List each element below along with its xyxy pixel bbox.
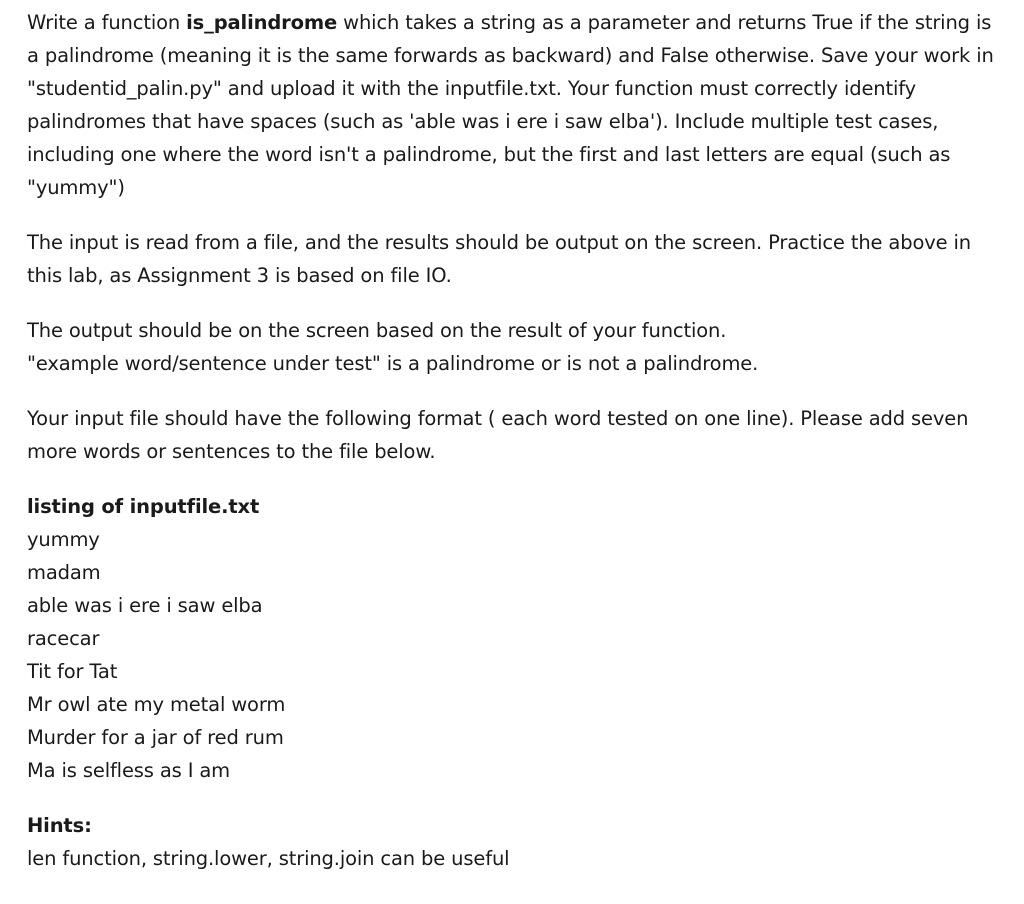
intro-prefix: Write a function [27,11,187,34]
hints-section [27,809,1007,875]
listing-line: Ma is selfless as I am [27,759,231,782]
assignment-document [27,6,1007,897]
intro-text [27,6,1007,204]
listing-section [27,490,1007,787]
output-line-2: "example word/sentence under test" is a palindrome or is not a palindrome. [27,352,759,375]
hints-heading: Hints: [27,814,92,837]
format-text: Your input file should have the following format ( each word tested on one line). Please add seven more words or sentences to the file below. [27,407,969,463]
format-paragraph [27,402,1007,468]
output-line-1: The output should be on the screen based on the result of your function. [27,319,727,342]
intro-suffix: which takes a string as a parameter and returns True if the string is a palindrome (meaning it is the same forwards as backward) and False otherwise. Save your work in "studentid_palin.py" and upload it with the inputfile.txt. Your function must correctly identify palindromes that have spaces (such as 'able was i ere i saw elba'). Include multiple test cases, including one where the word isn't a palindrome, but the first and last letters are equal (such as "yummy") [27,11,994,199]
function-name: is_palindrome [186,11,338,34]
intro-paragraph [27,6,1007,204]
listing-heading: listing of inputfile.txt [27,495,260,518]
output-paragraph [27,314,1007,380]
listing-line: Murder for a jar of red rum [27,726,284,749]
hints-text: len function, string.lower, string.join can be useful [27,847,510,870]
listing-line: Tit for Tat [27,660,118,683]
listing-line: able was i ere i saw elba [27,594,263,617]
listing-line: Mr owl ate my metal worm [27,693,286,716]
input-paragraph [27,226,1007,292]
listing-line: madam [27,561,101,584]
input-text: The input is read from a file, and the results should be output on the screen. Practice the above in this lab, as Assignment 3 is based on file IO. [27,231,971,287]
listing-line: racecar [27,627,100,650]
listing-line: yummy [27,528,100,551]
